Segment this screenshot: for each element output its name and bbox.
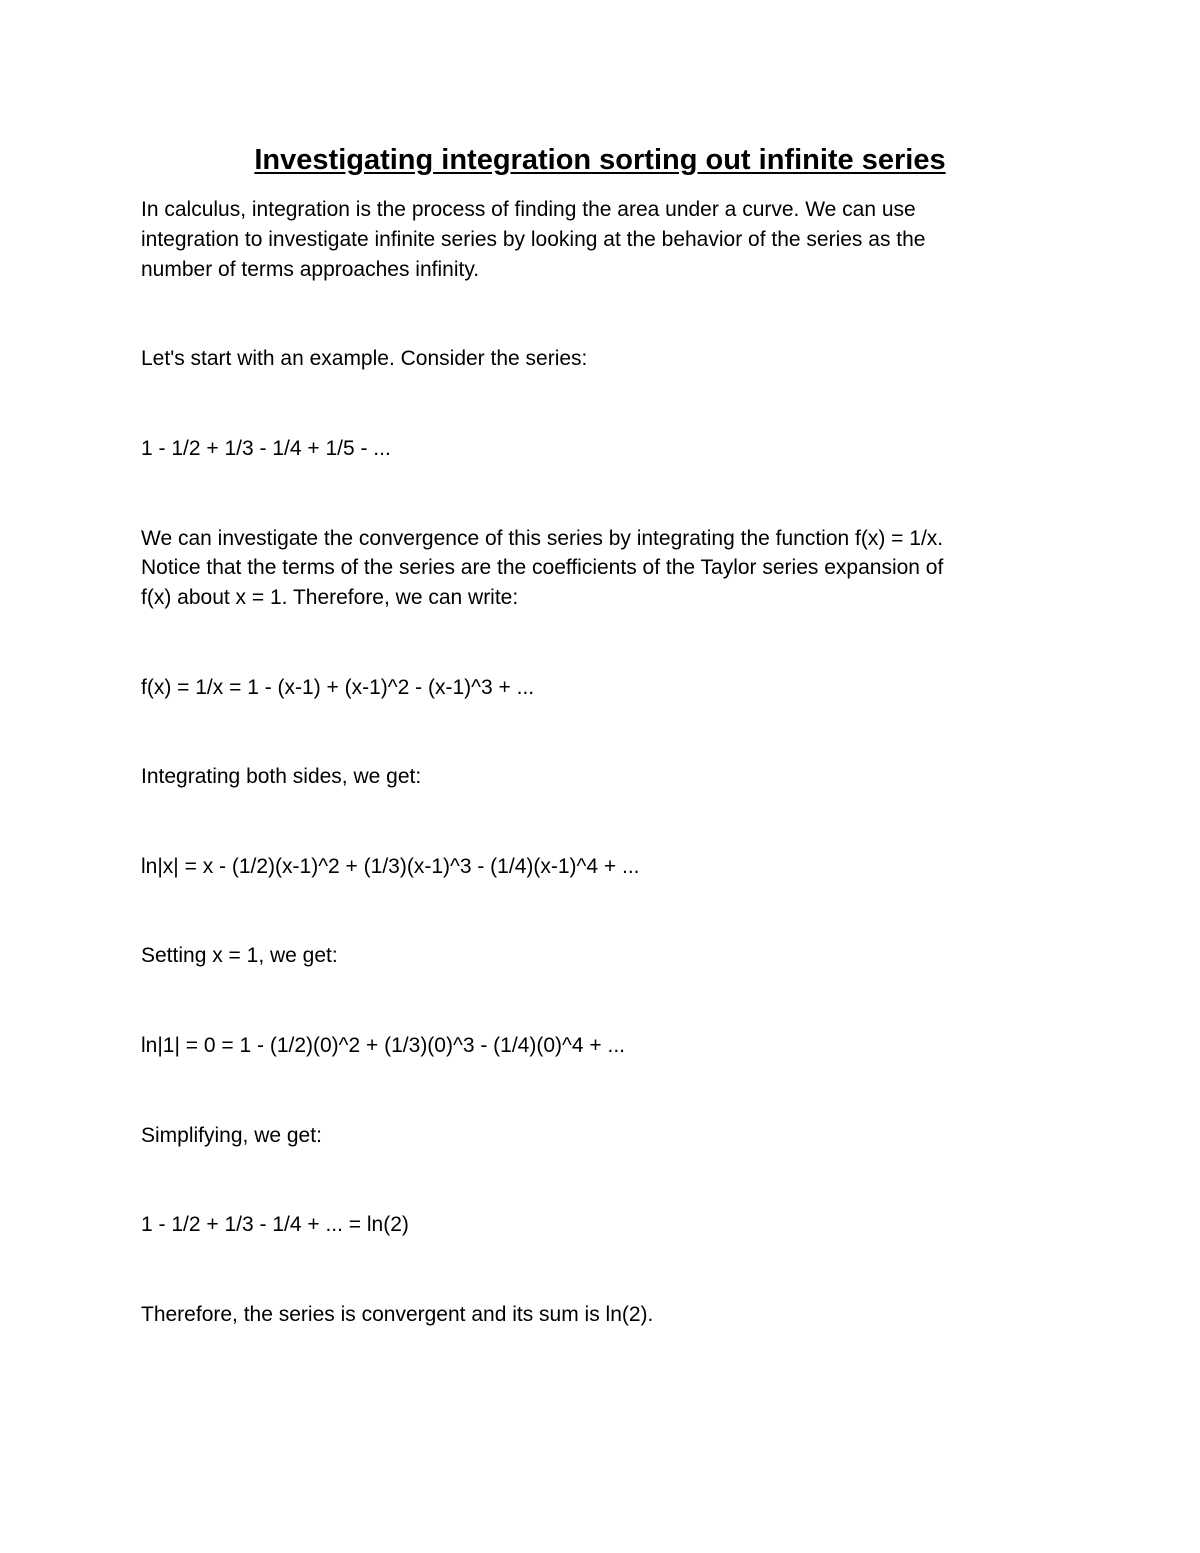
integrating-text: Integrating both sides, we get: (141, 765, 422, 788)
document-title: Investigating integration sorting out infinite series (254, 144, 946, 176)
result-expression: 1 - 1/2 + 1/3 - 1/4 + ... = ln(2) (141, 1213, 409, 1236)
conclusion-text: Therefore, the series is convergent and its sum is ln(2). (141, 1303, 654, 1326)
simplifying-text: Simplifying, we get: (141, 1124, 322, 1147)
ln-one-expression: ln|1| = 0 = 1 - (1/2)(0)^2 + (1/3)(0)^3 - (1/4)(0)^4 + ... (141, 1034, 625, 1057)
intro-line-2: integration to investigate infinite series by looking at the behavior of the series as the (141, 228, 926, 251)
investigate-line-2: Notice that the terms of the series are the coefficients of the Taylor series expansion of (141, 556, 944, 579)
ln-series-expression: ln|x| = x - (1/2)(x-1)^2 + (1/3)(x-1)^3 - (1/4)(x-1)^4 + ... (141, 855, 640, 878)
series-expression: 1 - 1/2 + 1/3 - 1/4 + 1/5 - ... (141, 437, 391, 460)
taylor-expansion: f(x) = 1/x = 1 - (x-1) + (x-1)^2 - (x-1)^3 + ... (141, 676, 535, 699)
example-intro: Let's start with an example. Consider the series: (141, 347, 588, 370)
investigate-line-3: f(x) about x = 1. Therefore, we can write: (141, 586, 519, 609)
investigate-line-1: We can investigate the convergence of this series by integrating the function f(x) = 1/x. (141, 527, 944, 550)
setting-text: Setting x = 1, we get: (141, 944, 338, 967)
intro-line-1: In calculus, integration is the process of finding the area under a curve. We can use (141, 198, 916, 221)
intro-line-3: number of terms approaches infinity. (141, 258, 480, 281)
